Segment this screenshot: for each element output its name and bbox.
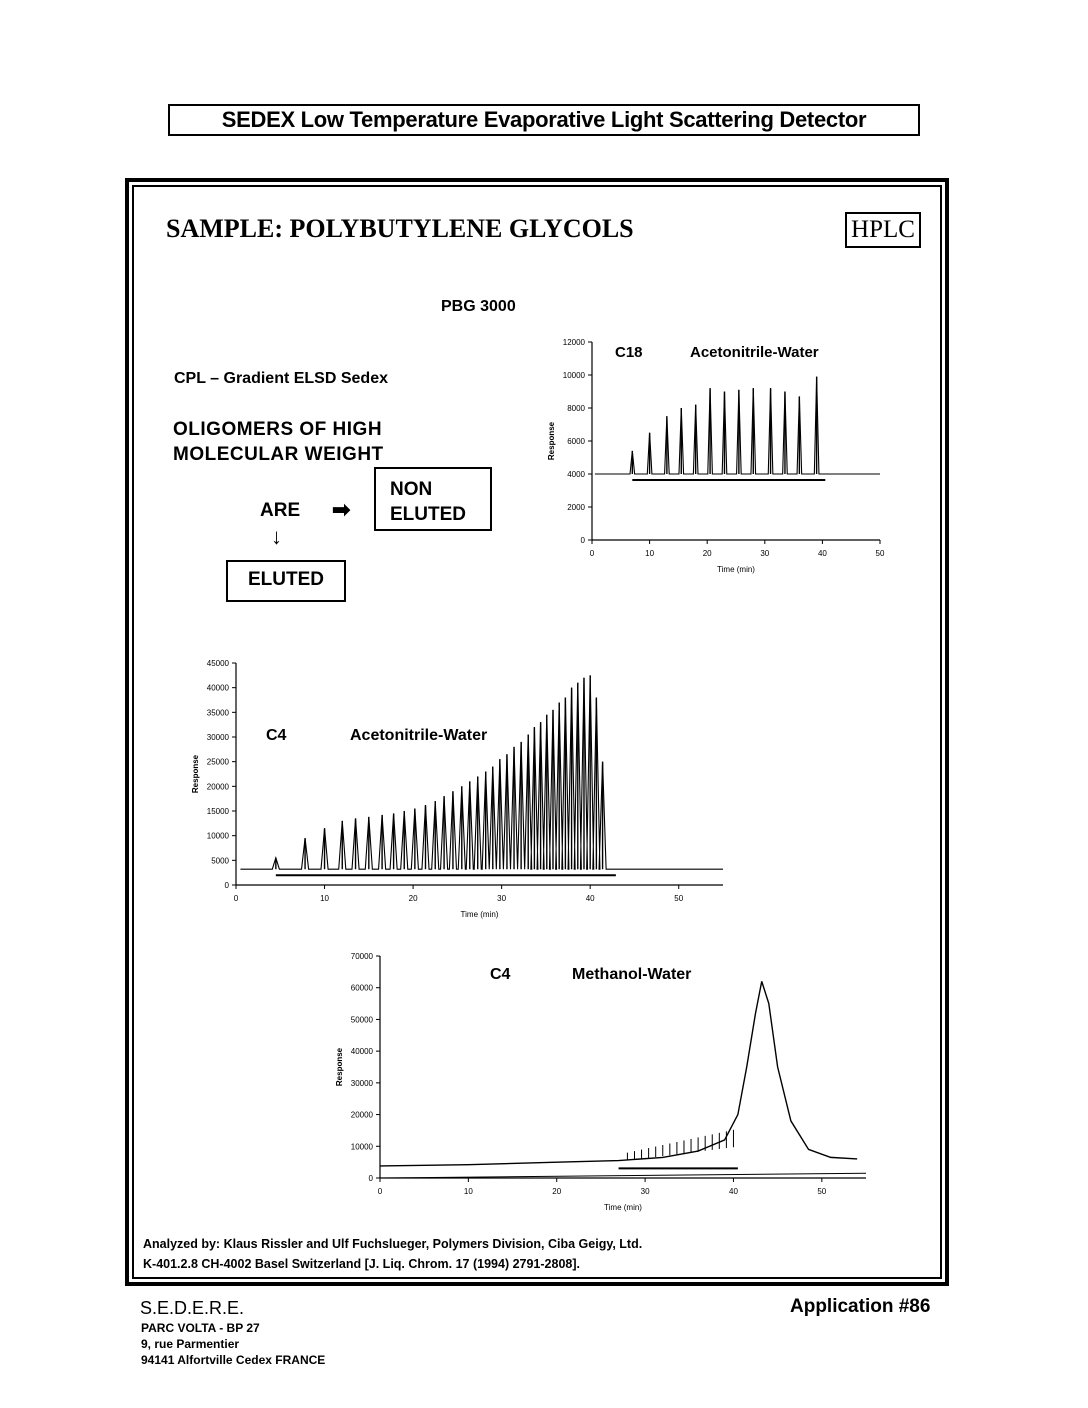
y-tick-label: 40000 (350, 1047, 373, 1057)
x-tick-label: 40 (729, 1187, 738, 1196)
y-tick-label: 50000 (350, 1015, 373, 1025)
chart-c4-acetonitrile (170, 655, 730, 930)
x-tick-label: 50 (674, 894, 684, 903)
company-name: S.E.D.E.R.E. (140, 1298, 245, 1318)
y-axis-label: Response (191, 754, 200, 794)
x-axis-label: Time (min) (460, 910, 499, 919)
x-axis-label: Time (min) (717, 565, 755, 574)
x-tick-label: 30 (497, 894, 507, 903)
non-eluted-box (374, 467, 492, 531)
y-tick-label: 0 (224, 881, 229, 890)
y-tick-label: 2000 (567, 503, 585, 512)
y-tick-label: 40000 (206, 683, 229, 693)
chart-title: Acetonitrile-Water (350, 727, 488, 744)
sample-title: SAMPLE: POLYBUTYLENE GLYCOLS (166, 214, 634, 243)
x-tick-label: 0 (233, 894, 239, 903)
y-tick-label: 0 (368, 1174, 373, 1183)
x-tick-label: 10 (320, 894, 329, 903)
x-tick-label: 30 (760, 549, 770, 558)
y-tick-label: 10000 (562, 371, 585, 380)
x-tick-label: 50 (875, 549, 885, 558)
chart-column-label: C4 (266, 727, 287, 744)
y-tick-label: 30000 (350, 1078, 373, 1088)
y-axis-label: Response (335, 1047, 344, 1087)
y-tick-label: 8000 (567, 404, 585, 413)
y-tick-label: 35000 (206, 708, 229, 718)
x-tick-label: 50 (817, 1187, 827, 1196)
baseline-drift (380, 1173, 866, 1178)
address-line-3: 94141 Alfortville Cedex FRANCE (141, 1353, 326, 1367)
chart-column-label: C4 (490, 966, 511, 983)
x-tick-label: 20 (408, 894, 418, 903)
chart-c18 (530, 330, 890, 580)
y-tick-label: 6000 (567, 437, 585, 446)
arrow-right-icon: ➡ (332, 497, 351, 522)
pbg-label: PBG 3000 (441, 298, 516, 315)
x-tick-label: 20 (702, 549, 712, 558)
chart-c4-methanol (330, 948, 875, 1213)
chromatogram-trace (240, 675, 723, 869)
analysis-credit (143, 1234, 642, 1274)
are-label: ARE (260, 500, 301, 521)
y-tick-label: 60000 (350, 983, 373, 993)
non-eluted-line-1: NON (390, 479, 433, 500)
y-tick-label: 4000 (567, 470, 585, 479)
x-tick-label: 40 (585, 894, 595, 903)
x-tick-label: 0 (377, 1187, 383, 1196)
y-tick-label: 0 (580, 536, 585, 545)
y-tick-label: 30000 (206, 733, 229, 742)
arrow-down-icon: ↓ (271, 524, 282, 549)
y-tick-label: 70000 (350, 952, 373, 961)
company-address (141, 1320, 325, 1368)
address-line-1: PARC VOLTA - BP 27 (141, 1321, 260, 1335)
x-axis-label: Time (min) (604, 1203, 642, 1212)
y-tick-label: 10000 (350, 1142, 373, 1152)
y-tick-label: 15000 (206, 807, 229, 816)
y-tick-label: 5000 (211, 856, 229, 866)
non-eluted-line-2: ELUTED (390, 504, 466, 525)
chromatogram-trace (380, 981, 857, 1166)
eluted-box: ELUTED (226, 560, 346, 602)
address-line-2: 9, rue Parmentier (141, 1337, 240, 1351)
method-label: CPL – Gradient ELSD Sedex (174, 370, 388, 387)
y-tick-label: 20000 (350, 1110, 373, 1120)
x-tick-label: 0 (589, 549, 595, 558)
oligomers-line-2: MOLECULAR WEIGHT (173, 444, 384, 465)
chromatogram-trace (595, 377, 880, 474)
oligomers-line-1: OLIGOMERS OF HIGH (173, 419, 383, 440)
hplc-badge: HPLC (845, 212, 921, 248)
analysis-credit-line-2: K-401.2.8 CH-4002 Basel Switzerland [J. Liq. Chrom. 17 (1994) 2791-2808]. (143, 1257, 580, 1271)
y-tick-label: 10000 (206, 831, 229, 841)
y-tick-label: 12000 (562, 338, 585, 347)
y-tick-label: 20000 (206, 782, 229, 792)
y-tick-label: 45000 (206, 659, 229, 668)
x-tick-label: 30 (640, 1187, 650, 1196)
oligomers-heading (173, 417, 384, 467)
x-tick-label: 20 (552, 1187, 562, 1196)
analysis-credit-line-1: Analyzed by: Klaus Rissler and Ulf Fuchslueger, Polymers Division, Ciba Geigy, Ltd. (143, 1237, 643, 1251)
x-tick-label: 10 (645, 549, 655, 558)
application-number: Application #86 (790, 1296, 931, 1317)
y-tick-label: 25000 (206, 757, 229, 767)
y-axis-label: Response (547, 421, 556, 461)
chart-title: Methanol-Water (572, 966, 692, 983)
chart-title: Acetonitrile-Water (690, 344, 819, 361)
x-tick-label: 10 (463, 1187, 473, 1196)
chart-column-label: C18 (615, 344, 643, 361)
x-tick-label: 40 (817, 549, 827, 558)
page-heading: SEDEX Low Temperature Evaporative Light Scattering Detector (168, 104, 920, 136)
